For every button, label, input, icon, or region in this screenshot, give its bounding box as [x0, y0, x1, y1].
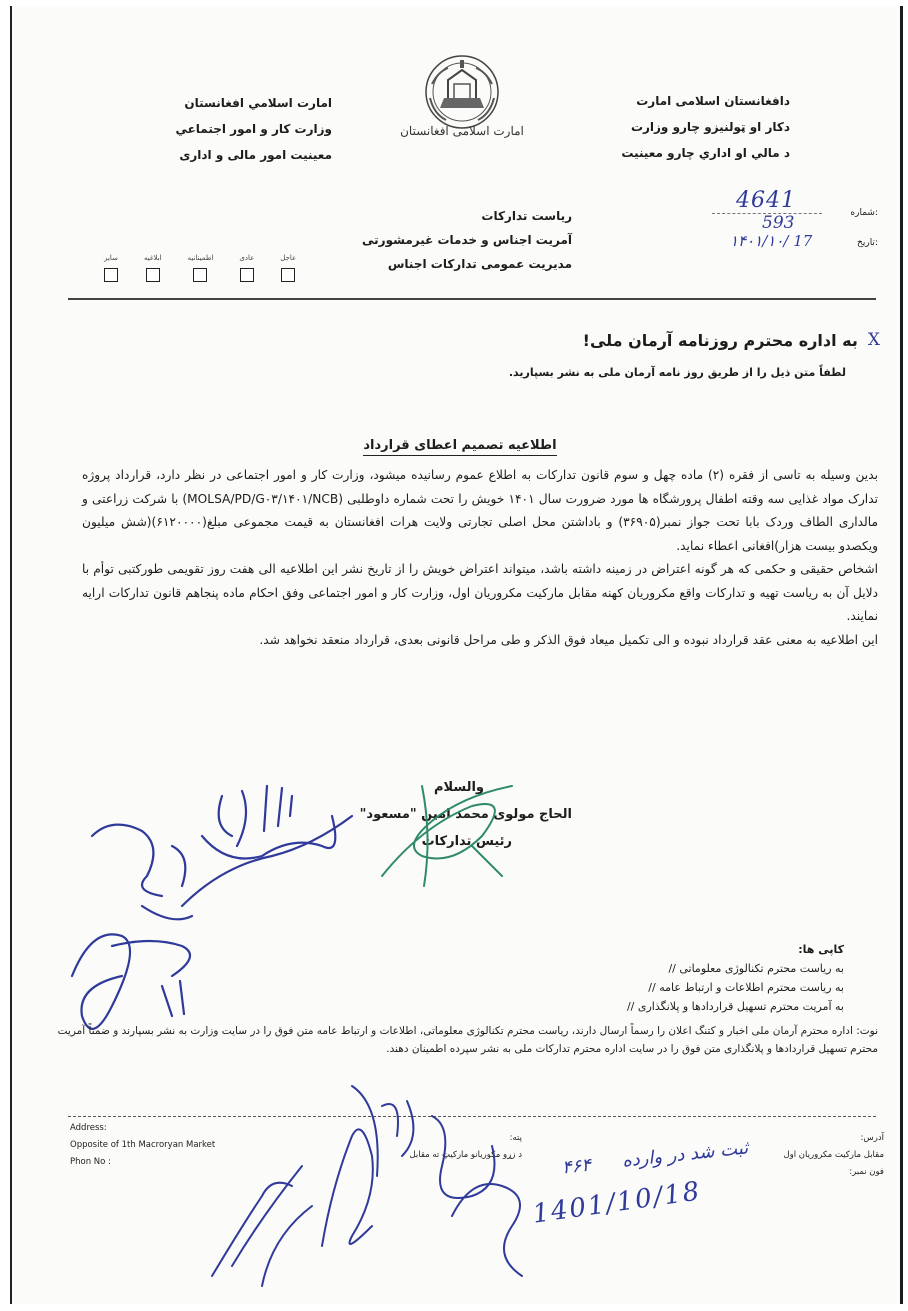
checkbox[interactable]	[146, 268, 160, 282]
notice-paragraph: بدین وسیله به تاسی از فقره (۲) ماده چهل و سوم قانون تدارکات به اطلاع عموم رسانیده میشود، وزارت کار و امور اجتماعی در نظر دارد، قرارداد پروژه تدارک مواد غذایی سه وقته اطفال پرورشگاه ها مورد ضرورت سال ۱۴۰۱ خویش را تحت شماره داوطلبی (MOLSA/PD/G۰۳/۱۴۰۱/NCB) با شرکت زراعتی و مالداری الطاف وردک بابا تحت جواز نمبر(۳۶۹۰۵) و باداشتن محل اصلی تجارتی ولایت هرات افغانستان به قیمت مجموعی مبلغ(۶۱۲۰۰۰۰)(شش میلیون ویکصدو بیست هزار)افغانی اعطاء نماید.	[82, 468, 878, 553]
check-mark: X	[867, 330, 880, 350]
footer-line: پته:	[509, 1133, 522, 1143]
received-note: ثبت شد در وارده	[621, 1137, 750, 1172]
publication-request: لطفاً متن ذیل را از طریق روز نامه آرمان ملی به نشر بسپارید.	[508, 366, 846, 379]
header-right-block	[550, 88, 790, 166]
received-date: 1401/10/18	[530, 1176, 704, 1230]
department-line: ریاست تدارکات	[481, 209, 572, 223]
emblem	[382, 50, 542, 150]
copy-recipient: به ریاست محترم اطلاعات و ارتباط عامه //	[648, 981, 844, 994]
header-left-line: امارت اسلامي افغانستان	[184, 96, 332, 110]
footer-line: فون نمبر:	[849, 1167, 884, 1177]
copies-block	[504, 940, 844, 1016]
addressee-title: به اداره محترم روزنامه آرمان ملی!	[582, 330, 858, 350]
number-value: 4641	[736, 188, 796, 213]
addressee-line	[380, 330, 880, 350]
header-right-line: دافغانستان اسلامی امارت	[636, 94, 790, 108]
department-line: مدیریت عمومی تدارکات اجناس	[387, 257, 572, 271]
closing: والسلام	[433, 780, 484, 795]
checkbox[interactable]	[193, 268, 207, 282]
copies-note: نوت: اداره محترم آرمان ملی اخبار و کتنگ اعلان را رسماً ارسال دارند، ریاست محترم تکنالوژی معلوماتی، اطلاعات و ارتباط عامه متن فوق را در سایت وزارت به نشر بسپارند و ضمناً آمریت محترم تسهیل قراردادها و پلانگذاری متن فوق را در سایت اداره محترم تدارکات ملی به نشر سپرده اطمینان دهند.	[57, 1025, 878, 1055]
footer-line: آدرس:	[860, 1133, 884, 1143]
priority-option[interactable]: ابلاغیه	[144, 254, 162, 282]
priority-option[interactable]: عادی	[239, 254, 254, 282]
number-label: شماره:	[850, 208, 878, 218]
department-line: آمریت اجناس و خدمات غیرمشورتی	[362, 233, 572, 247]
header-left-line: وزارت کار و امور اجتماعي	[175, 122, 332, 136]
priority-option[interactable]: اطمینانیه	[188, 254, 214, 282]
date-value: ۱۴۰۱/۱۰/ 17	[730, 232, 813, 250]
signatory-name: الحاج مولوی محمد امین "مسعود"	[359, 807, 572, 822]
footer-line: Address:	[70, 1123, 107, 1133]
reference-block	[712, 190, 882, 256]
priority-option[interactable]: عاجل	[280, 254, 296, 282]
header-divider	[68, 298, 876, 300]
signatory-title: رئیس تدارکات	[421, 834, 512, 849]
notice-paragraph: اشخاص حقیقی و حکمی که هر گونه اعتراض در زمینه داشته باشد، میتواند اعتراض خویش را از تاریخ نشر این اطلاعیه الی هفت روز تقویمی طورکتبی توأم با دلایل آن به ریاست تهیه و تدارکات واقع مکروریان کهنه مقابل مارکیت مکروریان اول، وزارت کار و امور اجتماعی وفق احکام ماده پنجاهم قانون تدارکات ارایه نمایند.	[82, 562, 878, 623]
notice-title: اطلاعیه تصمیم اعطای قرارداد	[363, 438, 556, 456]
document-page	[10, 6, 903, 1304]
number-secondary: 593	[762, 213, 795, 233]
emblem-caption: امارت اسلامی افغانستان	[400, 124, 524, 138]
notice-paragraph: این اطلاعیه به معنی عقد قرارداد نبوده و الی تکمیل میعاد فوق الذکر و طی مراحل قانونی بعدی، قرارداد منعقد نخواهد شد.	[259, 632, 878, 647]
header-left-block	[132, 90, 332, 168]
copy-recipient: به آمریت محترم تسهیل قراردادها و پلانگذاری //	[626, 1000, 844, 1013]
received-number: ۴۶۴	[560, 1154, 593, 1179]
footer-line: د زړو مکوریانو مارکیټ ته مقابل	[409, 1150, 522, 1160]
header-right-line: دکار او ټولنيزو چارو وزارت	[630, 120, 790, 134]
header-left-line: معينيت امور مالی و اداری	[179, 148, 332, 162]
notice-body	[82, 464, 878, 652]
checkbox[interactable]	[281, 268, 295, 282]
copies-heading: کاپی ها:	[798, 943, 844, 956]
priority-option[interactable]: سایر	[104, 254, 118, 282]
footer-line: Opposite of 1th Macroryan Market	[70, 1140, 216, 1150]
date-label: تاریخ:	[857, 238, 878, 248]
handwritten-annotation	[52, 776, 372, 1056]
checkbox[interactable]	[240, 268, 254, 282]
green-signature	[362, 766, 532, 896]
header-right-line: د مالي او اداري چارو معينيت	[621, 146, 790, 160]
notice-title-wrap	[342, 434, 578, 453]
department-block	[342, 204, 572, 276]
bottom-signatures	[202, 1076, 542, 1296]
footer-line: مقابل مارکیت مکروریان اول	[783, 1150, 884, 1160]
copy-recipient: به ریاست محترم تکنالوژی معلوماتی //	[668, 962, 844, 975]
footer-line: Phon No :	[70, 1157, 111, 1167]
priority-checkboxes	[104, 254, 296, 282]
checkbox[interactable]	[104, 268, 118, 282]
